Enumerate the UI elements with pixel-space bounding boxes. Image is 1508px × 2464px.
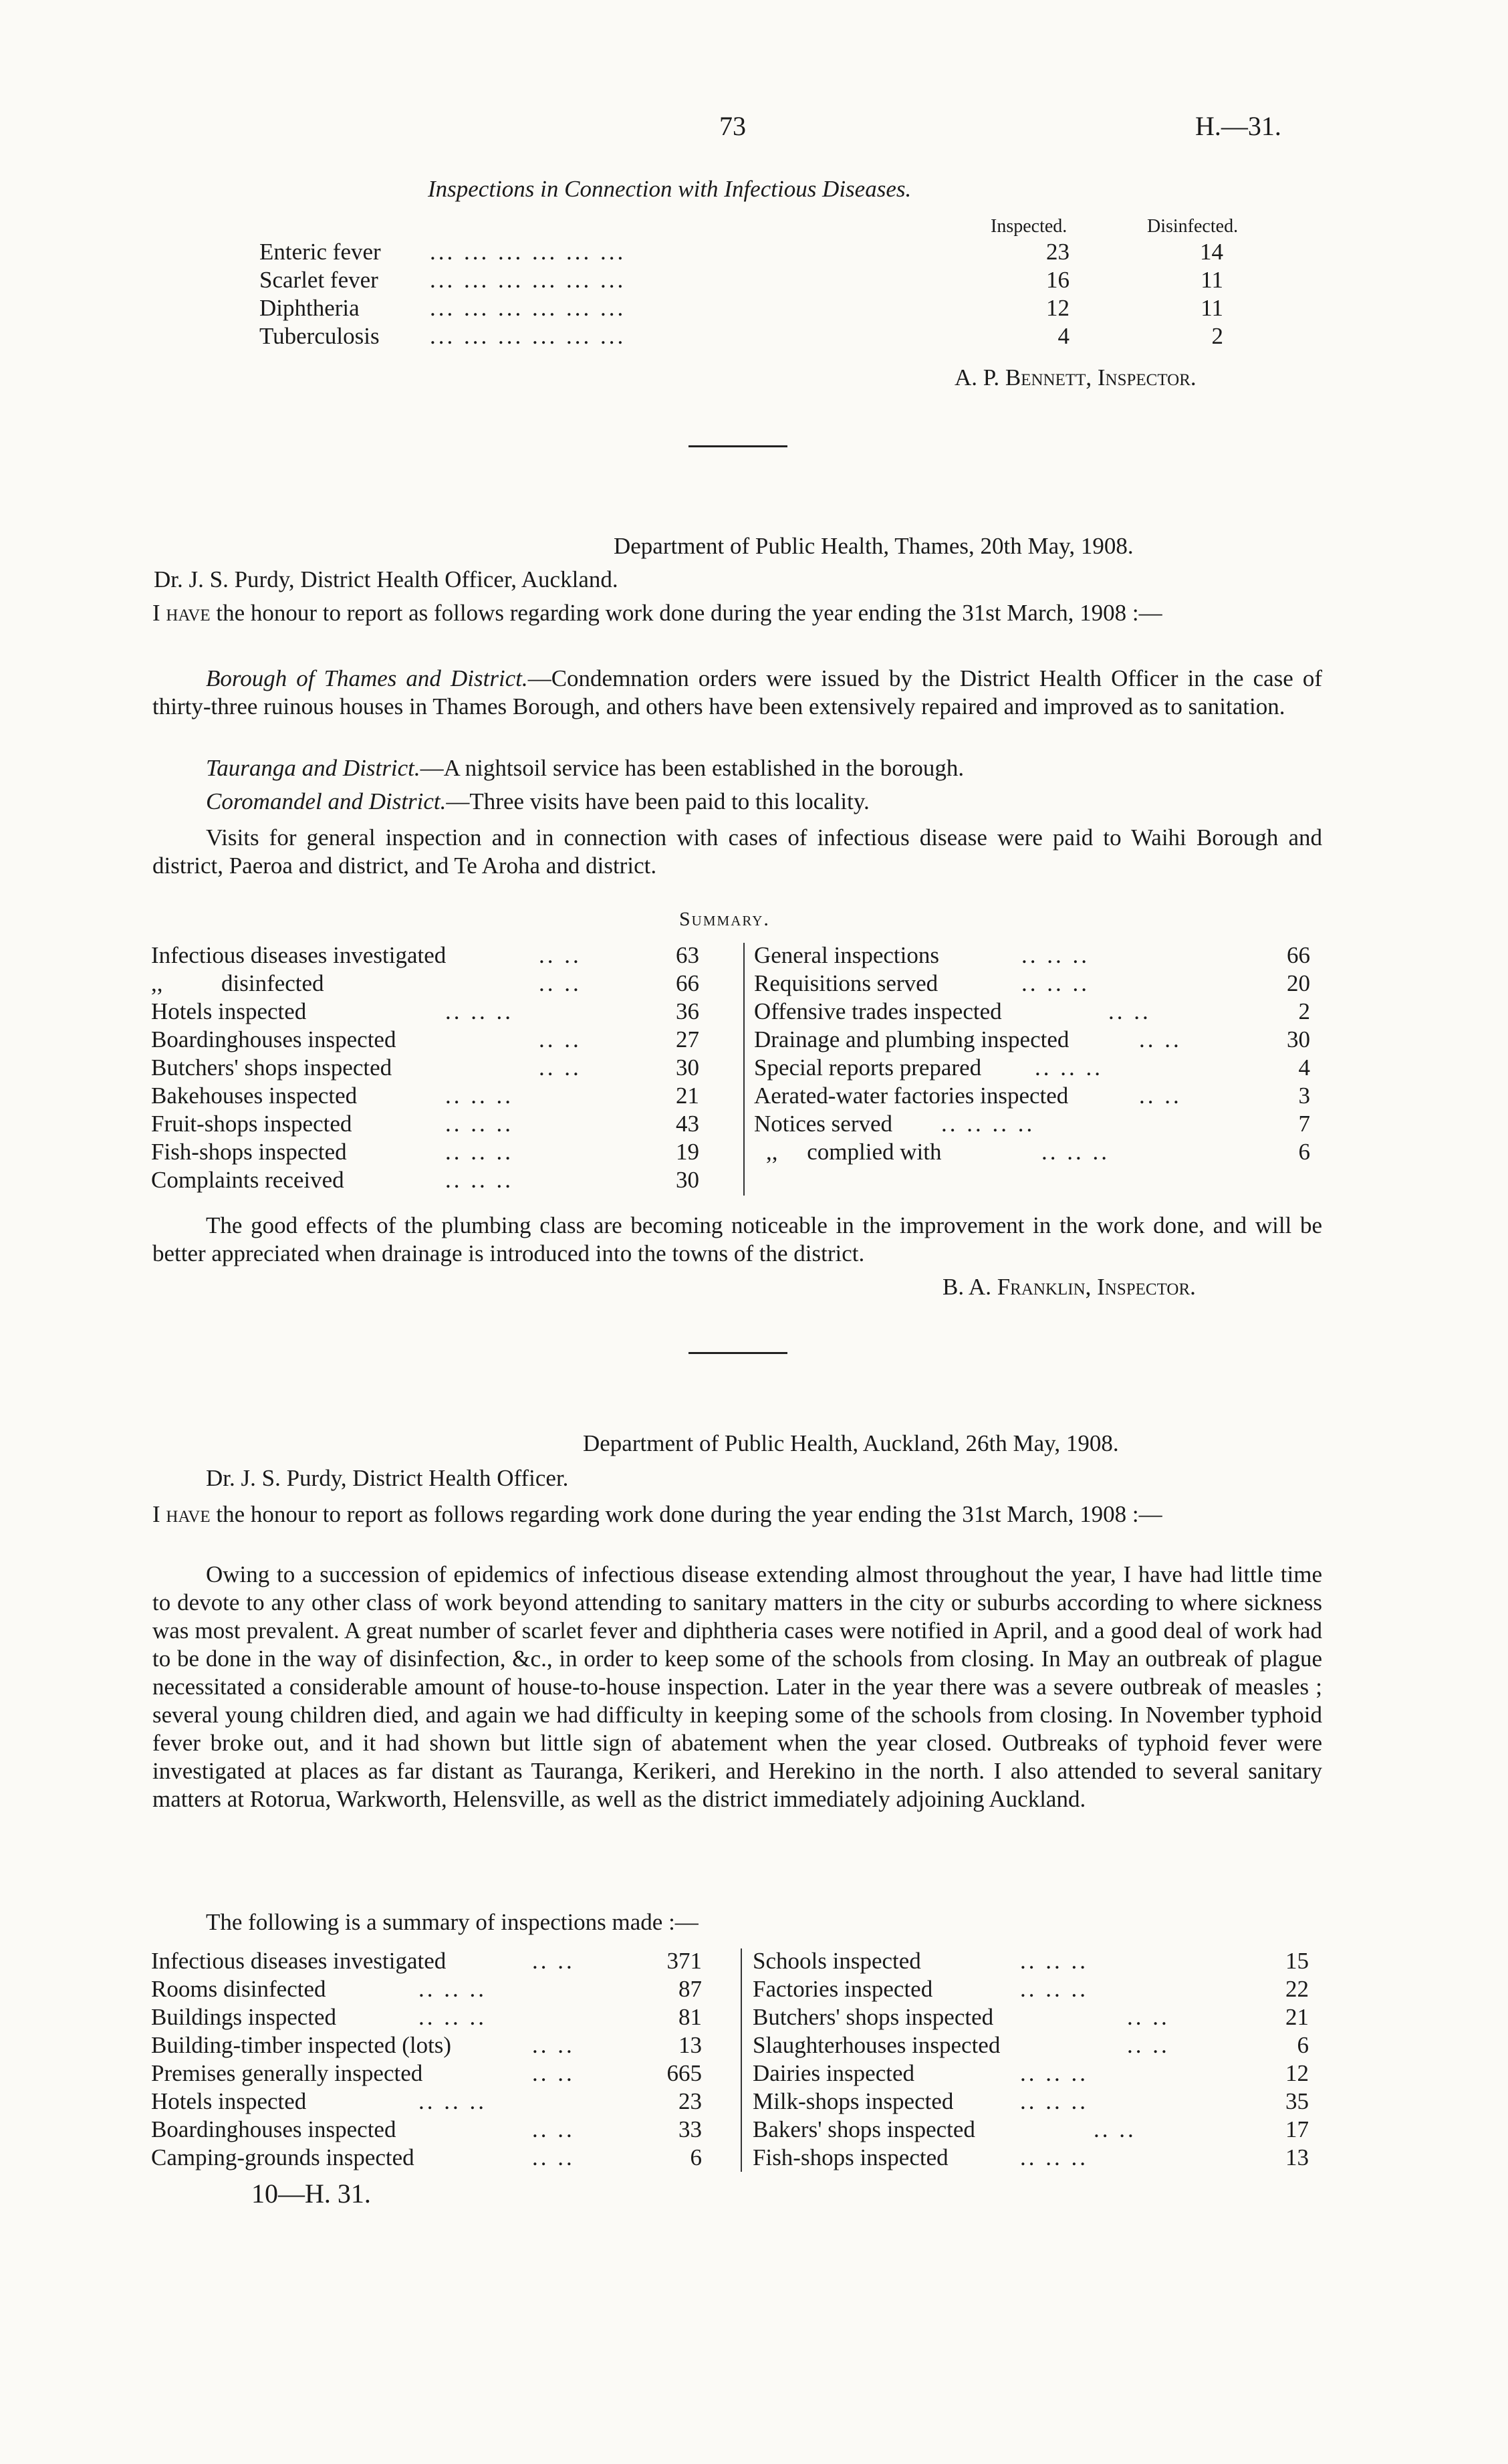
list-item: Complaints received .. .. .. 30 — [151, 1167, 699, 1193]
thames-addressee: Dr. J. S. Purdy, District Health Officer, Auckland. — [154, 566, 618, 592]
disinfected-count: 11 — [1201, 267, 1223, 293]
list-item: General inspections .. .. .. 66 — [754, 942, 1310, 968]
column-divider — [743, 943, 745, 1196]
col-header-disinfected: Disinfected. — [1147, 216, 1239, 237]
list-item: Buildings inspected .. .. .. 81 — [151, 2004, 702, 2030]
inspections-table — [259, 238, 1302, 350]
list-item: Boardinghouses inspected .. .. 33 — [151, 2116, 702, 2142]
thames-summary-right — [754, 941, 1322, 1166]
section-divider — [688, 445, 787, 447]
list-item: Fish-shops inspected .. .. .. 19 — [151, 1139, 699, 1165]
list-item: Milk-shops inspected .. .. .. 35 — [753, 2088, 1309, 2114]
list-item: Boardinghouses inspected .. .. 27 — [151, 1026, 699, 1052]
list-item: Requisitions served .. .. .. 20 — [754, 970, 1310, 996]
thames-paragraph-thames: Borough of Thames and District.—Condemnation orders were issued by the District Health Officer in the case of thirty-three ruinous houses in Thames Borough, and others have been extensively repaired and improved as to sanitation. — [152, 665, 1322, 719]
list-item: Fish-shops inspected .. .. .. 13 — [753, 2144, 1309, 2170]
thames-intro: I have the honour to report as follows regarding work done during the year ending the 31st March, 1908 :— — [152, 600, 1162, 626]
list-item: ,, complied with .. .. .. 6 — [766, 1139, 1310, 1165]
list-item: Offensive trades inspected .. .. 2 — [754, 998, 1310, 1024]
list-item: Aerated-water factories inspected .. .. 3 — [754, 1083, 1310, 1109]
disinfected-count: 14 — [1200, 239, 1223, 265]
list-item: Camping-grounds inspected .. .. 6 — [151, 2144, 702, 2170]
disease-name: Scarlet fever — [259, 267, 378, 293]
thames-paragraph-coromandel: Coromandel and District.—Three visits have been paid to this locality. — [206, 788, 870, 814]
list-item: Notices served .. .. .. .. 7 — [754, 1111, 1310, 1137]
franklin-signature: B. A. Franklin, Inspector. — [943, 1274, 1196, 1300]
inspected-count: 23 — [1046, 239, 1070, 265]
auckland-addressee: Dr. J. S. Purdy, District Health Officer. — [206, 1465, 569, 1491]
section-divider — [688, 1352, 787, 1354]
table-row: Tuberculosis ... ... ... ... ... ... 4 2 — [259, 323, 1223, 349]
summary-title: Summary. — [679, 908, 770, 930]
list-item: Hotels inspected .. .. .. 36 — [151, 998, 699, 1024]
list-item: Rooms disinfected .. .. .. 87 — [151, 1976, 702, 2002]
bennett-signature: A. P. Bennett, Inspector. — [955, 364, 1197, 390]
printer-signature-mark: 10—H. 31. — [251, 2178, 371, 2209]
disinfected-count: 2 — [1211, 323, 1223, 349]
table-row: Diphtheria ... ... ... ... ... ... 12 11 — [259, 295, 1223, 321]
thames-closing: The good effects of the plumbing class are becoming noticeable in the improvement in the work done, and will be better appreciated when drainage is introduced into the towns of the district. — [152, 1212, 1322, 1266]
col-header-inspected: Inspected. — [991, 216, 1067, 237]
document-reference: H.—31. — [1195, 111, 1281, 141]
list-item: Slaughterhouses inspected .. .. 6 — [753, 2032, 1309, 2058]
thames-paragraph-tauranga: Tauranga and District.—A nightsoil service has been established in the borough. — [206, 755, 965, 781]
list-item: Special reports prepared .. .. .. 4 — [754, 1054, 1310, 1081]
list-item: Dairies inspected .. .. .. 12 — [753, 2060, 1309, 2086]
list-item: Premises generally inspected .. .. 665 — [151, 2060, 702, 2086]
thames-dateline: Department of Public Health, Thames, 20th May, 1908. — [614, 533, 1134, 559]
list-item: Factories inspected .. .. .. 22 — [753, 1976, 1309, 2002]
list-item: Building-timber inspected (lots) .. .. 13 — [151, 2032, 702, 2058]
list-item: Infectious diseases investigated .. .. 63 — [151, 942, 699, 968]
table-row: Enteric fever ... ... ... ... ... ... 23 14 — [259, 239, 1223, 265]
page-number: 73 — [719, 111, 746, 141]
inspected-count: 12 — [1046, 295, 1070, 321]
disease-name: Enteric fever — [259, 239, 381, 265]
auckland-summary-intro: The following is a summary of inspections made :— — [206, 1909, 699, 1935]
list-item: Butchers' shops inspected .. .. 21 — [753, 2004, 1309, 2030]
list-item: ,, disinfected .. .. 66 — [151, 970, 699, 996]
disease-name: Tuberculosis — [259, 323, 380, 349]
list-item: Infectious diseases investigated .. .. 371 — [151, 1948, 702, 1974]
list-item: Fruit-shops inspected .. .. .. 43 — [151, 1111, 699, 1137]
inspected-count: 4 — [1057, 323, 1070, 349]
auckland-summary-right — [753, 1947, 1328, 2172]
list-item: Bakers' shops inspected .. .. 17 — [753, 2116, 1309, 2142]
table-row: Scarlet fever ... ... ... ... ... ... 16 11 — [259, 267, 1223, 293]
inspected-count: 16 — [1046, 267, 1070, 293]
auckland-intro: I have the honour to report as follows regarding work done during the year ending the 31st March, 1908 :— — [152, 1501, 1162, 1527]
list-item: Hotels inspected .. .. .. 23 — [151, 2088, 702, 2114]
column-divider — [741, 1948, 742, 2172]
list-item: Butchers' shops inspected .. .. 30 — [151, 1054, 699, 1081]
disease-name: Diphtheria — [259, 295, 360, 321]
auckland-dateline: Department of Public Health, Auckland, 26th May, 1908. — [583, 1430, 1119, 1456]
list-item: Drainage and plumbing inspected .. .. 30 — [754, 1026, 1310, 1052]
inspections-title: Inspections in Connection with Infectious Diseases. — [428, 176, 912, 202]
thames-paragraph-visits: Visits for general inspection and in connection with cases of infectious disease were paid to Waihi Borough and district, Paeroa and district, and Te Aroha and district. — [152, 824, 1322, 879]
disinfected-count: 11 — [1201, 295, 1223, 321]
auckland-body: Owing to a succession of epidemics of infectious disease extending almost throughout the year, I have had little time to devote to any other class of work beyond attending to sanitary matters in the city or suburbs according to where sickness was most prevalent. A great number of scarlet fever and diphtheria cases were notified in April, and a good deal of work had to be done in the way of disinfection, &c., in order to keep some of the schools from closing. In May an outbreak of plague necessitated a considerable amount of house-to-house inspection. Later in the year there was a severe outbreak of measles ; several young children died, and again we had difficulty in keeping some of the schools from closing. In November typhoid fever broke out, and it had shown but little sign of abatement when the year closed. Outbreaks of typhoid fever were investigated at places as far distant as Tauranga, Kerikeri, and Herekino in the north. I also attended to several sanitary matters at Rotorua, Warkworth, Helensville, as well as the district immediately adjoining Auckland. — [152, 1561, 1322, 1812]
list-item: Schools inspected .. .. .. 15 — [753, 1948, 1309, 1974]
auckland-summary-left — [151, 1947, 726, 2172]
list-item: Bakehouses inspected .. .. .. 21 — [151, 1083, 699, 1109]
thames-summary-left — [151, 941, 719, 1194]
